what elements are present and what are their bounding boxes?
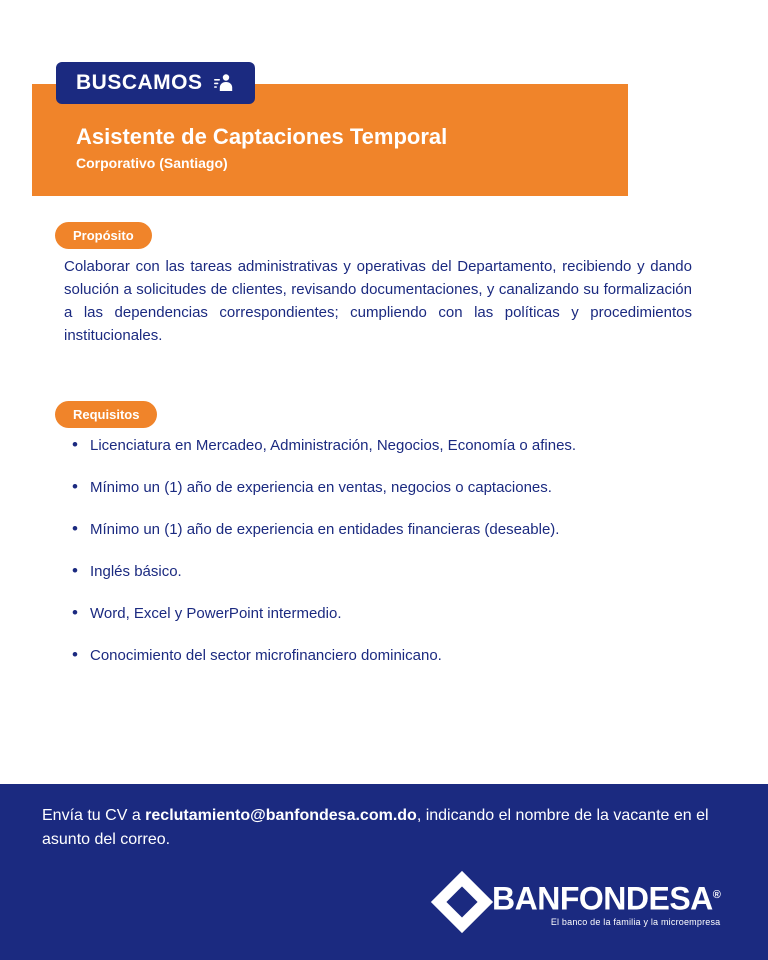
logo-text-block: [492, 878, 720, 927]
job-location: Corporativo (Santiago): [76, 155, 228, 171]
contact-email[interactable]: reclutamiento@banfondesa.com.do: [145, 807, 417, 824]
proposito-pill: Propósito: [55, 222, 152, 249]
list-item: • Mínimo un (1) año de experiencia en ventas, negocios o captaciones.: [70, 478, 710, 498]
list-item: • Inglés básico.: [70, 562, 710, 582]
footer-instruction: [42, 804, 732, 852]
requisitos-list: [70, 436, 710, 688]
list-item: • Licenciatura en Mercadeo, Administración, Negocios, Economía o afines.: [70, 436, 710, 456]
logo-wordmark-text: BANFONDESA: [492, 880, 713, 917]
buscamos-badge: [56, 62, 255, 104]
registered-mark: ®: [712, 889, 721, 901]
footer-text-before: Envía tu CV a: [42, 807, 146, 824]
requisitos-pill: Requisitos: [55, 401, 157, 428]
footer-text-after: , indicando el nombre de la vacante en el asunto del correo.: [42, 807, 709, 848]
person-search-icon: [213, 72, 235, 94]
diamond-logo-icon: [431, 871, 493, 933]
list-item: • Mínimo un (1) año de experiencia en entidades financieras (deseable).: [70, 520, 710, 540]
list-item: • Conocimiento del sector microfinanciero dominicano.: [70, 646, 710, 666]
list-item: • Word, Excel y PowerPoint intermedio.: [70, 604, 710, 624]
banfondesa-logo: [440, 878, 720, 927]
job-title: Asistente de Captaciones Temporal: [76, 124, 448, 149]
buscamos-label: BUSCAMOS: [76, 71, 203, 94]
proposito-text: Colaborar con las tareas administrativas y operativas del Departamento, recibiendo y dando solución a solicitudes de clientes, revisando documentaciones, y canalizando su formalización a las dependencias correspondientes; cumpliendo con las políticas y procedimientos institucionales.: [64, 258, 692, 344]
logo-wordmark: [492, 878, 720, 916]
logo-tagline: El banco de la familia y la microempresa: [550, 916, 721, 927]
